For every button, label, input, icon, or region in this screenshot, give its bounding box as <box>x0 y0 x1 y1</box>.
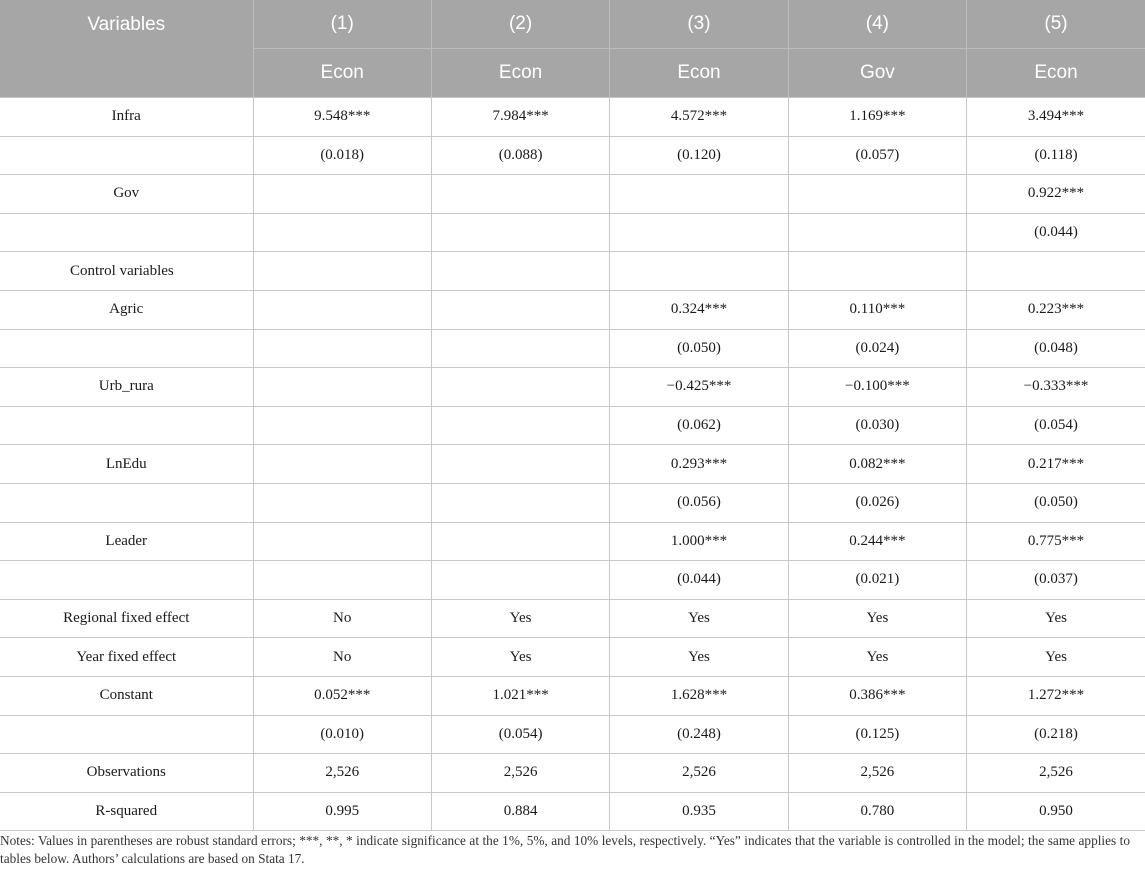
table-cell: (0.248) <box>610 715 788 754</box>
table-cell <box>253 329 431 368</box>
table-cell: (0.088) <box>431 136 609 175</box>
table-cell: 0.217*** <box>967 445 1145 484</box>
table-cell: 9.548*** <box>253 98 431 137</box>
table-cell: (0.010) <box>253 715 431 754</box>
table-row <box>0 252 1145 291</box>
table-cell: 0.780 <box>788 792 966 831</box>
table-cell <box>253 213 431 252</box>
table-cell <box>431 213 609 252</box>
table-cell <box>788 175 966 214</box>
table-cell: 0.324*** <box>610 290 788 329</box>
table-cell: −0.425*** <box>610 368 788 407</box>
table-cell <box>431 406 609 445</box>
dependent-variable-1: Econ <box>253 49 431 98</box>
dependent-variable-4: Gov <box>788 49 966 98</box>
table-cell <box>431 329 609 368</box>
row-label: Urb_rura <box>0 368 253 407</box>
table-row <box>0 754 1145 793</box>
table-cell: (0.118) <box>967 136 1145 175</box>
header-row-column-numbers <box>0 0 1145 49</box>
table-cell: (0.057) <box>788 136 966 175</box>
table-cell: Yes <box>431 638 609 677</box>
table-cell: 0.052*** <box>253 676 431 715</box>
table-row <box>0 483 1145 522</box>
table-cell: Yes <box>788 599 966 638</box>
table-cell: 0.386*** <box>788 676 966 715</box>
table-cell: (0.026) <box>788 483 966 522</box>
table-cell: Yes <box>610 599 788 638</box>
table-cell: (0.050) <box>967 483 1145 522</box>
table-cell: (0.062) <box>610 406 788 445</box>
table-cell <box>788 252 966 291</box>
table-cell: Yes <box>610 638 788 677</box>
row-label: Constant <box>0 676 253 715</box>
table-cell: 0.935 <box>610 792 788 831</box>
table-cell: (0.056) <box>610 483 788 522</box>
table-cell: 2,526 <box>431 754 609 793</box>
table-cell <box>253 483 431 522</box>
table-cell <box>967 252 1145 291</box>
table-cell <box>253 368 431 407</box>
table-cell: 1.628*** <box>610 676 788 715</box>
table-cell: (0.054) <box>431 715 609 754</box>
table-cell: Yes <box>431 599 609 638</box>
table-cell <box>253 252 431 291</box>
table-cell: (0.024) <box>788 329 966 368</box>
row-label: R-squared <box>0 792 253 831</box>
table-cell <box>431 290 609 329</box>
table-cell: 0.110*** <box>788 290 966 329</box>
table-cell: (0.050) <box>610 329 788 368</box>
table-cell: 2,526 <box>253 754 431 793</box>
table-cell: 0.995 <box>253 792 431 831</box>
table-row <box>0 638 1145 677</box>
table-cell: 1.000*** <box>610 522 788 561</box>
table-row <box>0 329 1145 368</box>
row-label <box>0 561 253 600</box>
table-header <box>0 0 1145 98</box>
row-label: Year fixed effect <box>0 638 253 677</box>
table-cell: 0.293*** <box>610 445 788 484</box>
table-cell: (0.218) <box>967 715 1145 754</box>
table-cell: −0.100*** <box>788 368 966 407</box>
row-label <box>0 213 253 252</box>
row-label: Gov <box>0 175 253 214</box>
column-number-5: (5) <box>967 0 1145 49</box>
row-label: Agric <box>0 290 253 329</box>
table-cell: 7.984*** <box>431 98 609 137</box>
table-row <box>0 561 1145 600</box>
table-cell <box>610 252 788 291</box>
table-cell: Yes <box>967 638 1145 677</box>
row-label: LnEdu <box>0 445 253 484</box>
table-row <box>0 213 1145 252</box>
table-cell <box>431 252 609 291</box>
table-row <box>0 368 1145 407</box>
table-row <box>0 599 1145 638</box>
row-label: Observations <box>0 754 253 793</box>
dependent-variable-3: Econ <box>610 49 788 98</box>
row-label <box>0 483 253 522</box>
table-row <box>0 175 1145 214</box>
table-cell: 3.494*** <box>967 98 1145 137</box>
table-cell <box>431 522 609 561</box>
table-cell: (0.030) <box>788 406 966 445</box>
table-cell: Yes <box>788 638 966 677</box>
column-number-2: (2) <box>431 0 609 49</box>
table-cell: 1.021*** <box>431 676 609 715</box>
table-cell: (0.120) <box>610 136 788 175</box>
dependent-variable-5: Econ <box>967 49 1145 98</box>
table-cell <box>253 406 431 445</box>
table-cell: 0.775*** <box>967 522 1145 561</box>
table-cell: 0.082*** <box>788 445 966 484</box>
table-cell: 1.169*** <box>788 98 966 137</box>
table-cell: Yes <box>967 599 1145 638</box>
table-row <box>0 445 1145 484</box>
table-row <box>0 406 1145 445</box>
table-cell <box>253 175 431 214</box>
table-row <box>0 676 1145 715</box>
table-cell: 4.572*** <box>610 98 788 137</box>
table-cell <box>431 483 609 522</box>
row-label <box>0 136 253 175</box>
table-cell <box>610 175 788 214</box>
table-row <box>0 792 1145 831</box>
table-row <box>0 522 1145 561</box>
table-cell: 1.272*** <box>967 676 1145 715</box>
table-cell <box>253 445 431 484</box>
table-cell: 0.244*** <box>788 522 966 561</box>
table-cell: 2,526 <box>610 754 788 793</box>
row-label: Control variables <box>0 252 253 291</box>
row-label <box>0 406 253 445</box>
table-cell <box>788 213 966 252</box>
table-cell: (0.018) <box>253 136 431 175</box>
column-number-1: (1) <box>253 0 431 49</box>
table-cell: 0.884 <box>431 792 609 831</box>
table-notes: Notes: Values in parentheses are robust standard errors; ***, **, * indicate significance at the 1%, 5%, and 10% levels, respectively. “Yes” indicates that the variable is controlled in the model; the same applies to tables below. Authors’ calculations are based on Stata 17. <box>0 833 1130 866</box>
table-cell: (0.021) <box>788 561 966 600</box>
table-cell: 2,526 <box>967 754 1145 793</box>
row-label: Regional fixed effect <box>0 599 253 638</box>
variables-header: Variables <box>0 0 253 98</box>
table-cell <box>431 445 609 484</box>
table-body <box>0 98 1145 831</box>
table-row <box>0 136 1145 175</box>
column-number-3: (3) <box>610 0 788 49</box>
column-number-4: (4) <box>788 0 966 49</box>
table-cell <box>253 561 431 600</box>
table-cell <box>253 522 431 561</box>
row-label: Leader <box>0 522 253 561</box>
table-cell: −0.333*** <box>967 368 1145 407</box>
table-cell <box>431 175 609 214</box>
row-label <box>0 329 253 368</box>
table-row <box>0 290 1145 329</box>
row-label: Infra <box>0 98 253 137</box>
table-cell: 0.223*** <box>967 290 1145 329</box>
table-cell: No <box>253 599 431 638</box>
table-cell: 2,526 <box>788 754 966 793</box>
table-cell <box>431 561 609 600</box>
table-cell: 0.950 <box>967 792 1145 831</box>
table-cell: (0.044) <box>967 213 1145 252</box>
table-cell: 0.922*** <box>967 175 1145 214</box>
row-label <box>0 715 253 754</box>
table-cell: (0.048) <box>967 329 1145 368</box>
table-cell <box>253 290 431 329</box>
table-cell: (0.054) <box>967 406 1145 445</box>
table-cell: (0.037) <box>967 561 1145 600</box>
table-row <box>0 98 1145 137</box>
dependent-variable-2: Econ <box>431 49 609 98</box>
table-cell <box>431 368 609 407</box>
table-cell: No <box>253 638 431 677</box>
table-cell <box>610 213 788 252</box>
table-row <box>0 715 1145 754</box>
table-cell: (0.044) <box>610 561 788 600</box>
table-cell: (0.125) <box>788 715 966 754</box>
